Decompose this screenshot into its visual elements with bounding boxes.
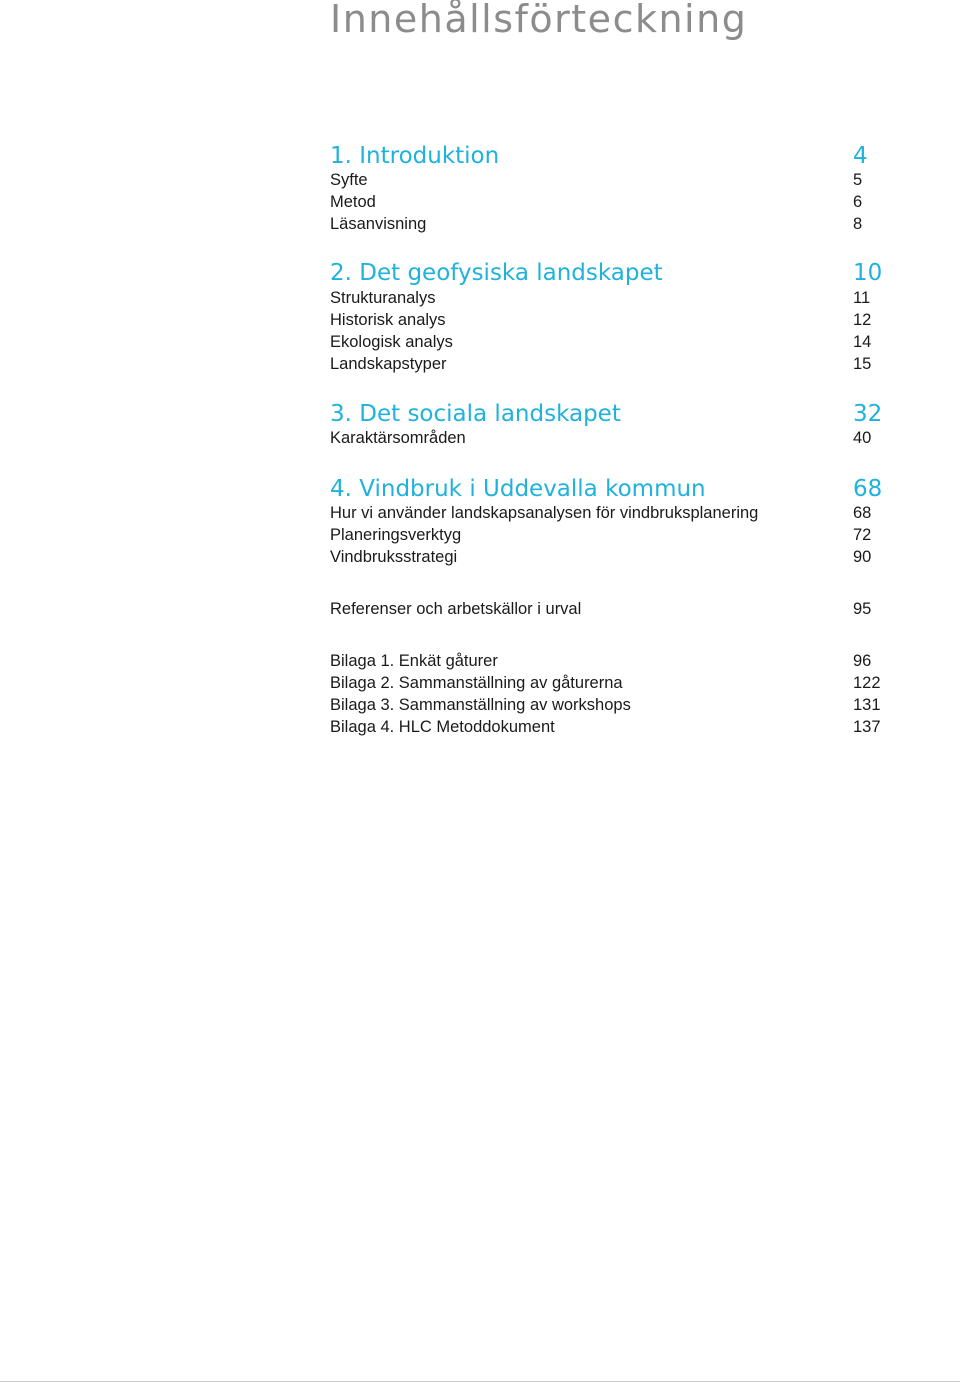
toc-entry-label: Ekologisk analys: [330, 333, 453, 351]
toc-entry[interactable]: [330, 309, 890, 333]
toc-page-number: 68: [853, 476, 883, 502]
toc-page-number: 96: [853, 652, 872, 670]
toc-entry-appendix[interactable]: [330, 650, 890, 674]
toc-page-number: 11: [853, 289, 871, 307]
toc-entry-label: Bilaga 3. Sammanställning av workshops: [330, 696, 631, 714]
toc-page-number: 68: [853, 504, 872, 522]
toc-entry-references[interactable]: [330, 598, 890, 622]
toc-entry-appendix[interactable]: [330, 694, 890, 718]
toc-page-number: 137: [853, 718, 881, 736]
toc-entry[interactable]: [330, 287, 890, 311]
toc-page-number: 122: [853, 674, 881, 692]
toc-entry-label: Bilaga 1. Enkät gåturer: [330, 652, 498, 670]
toc-page-number: 5: [853, 171, 863, 189]
toc-heading-label: 1. Introduktion: [330, 143, 500, 169]
toc-entry-label: Historisk analys: [330, 311, 446, 329]
toc-heading-vindbruk[interactable]: [330, 474, 890, 502]
toc-entry-label: Hur vi använder landskapsanalysen för vindbruksplanering: [330, 504, 759, 522]
toc-heading-introduktion[interactable]: [330, 141, 890, 169]
toc-entry[interactable]: [330, 524, 890, 548]
toc-heading-geofysiska[interactable]: [330, 258, 890, 286]
toc-entry-label: Syfte: [330, 171, 368, 189]
toc-page-number: 10: [853, 260, 883, 286]
toc-entry[interactable]: [330, 546, 890, 570]
toc-page-number: 15: [853, 355, 872, 373]
toc-entry[interactable]: [330, 191, 890, 215]
toc-entry-label: Metod: [330, 193, 376, 211]
toc-entry-label: Karaktärsområden: [330, 429, 466, 447]
toc-entry[interactable]: [330, 427, 890, 451]
toc-page-number: 8: [853, 215, 863, 233]
page-bottom-divider: [0, 1381, 960, 1382]
page-title: Innehållsförteckning: [330, 0, 748, 41]
toc-page-number: 131: [853, 696, 881, 714]
toc-page-number: 12: [853, 311, 872, 329]
toc-entry-appendix[interactable]: [330, 672, 890, 696]
toc-entry-label: Planeringsverktyg: [330, 526, 462, 544]
toc-page-number: 72: [853, 526, 872, 544]
toc-entry[interactable]: [330, 169, 890, 193]
toc-page-number: 14: [853, 333, 872, 351]
toc-page-number: 32: [853, 401, 883, 427]
toc-entry-label: Vindbruksstrategi: [330, 548, 458, 566]
toc-page-number: 4: [853, 143, 868, 169]
toc-page-number: 90: [853, 548, 872, 566]
toc-entry[interactable]: [330, 353, 890, 377]
toc-entry-label: Landskapstyper: [330, 355, 447, 373]
toc-heading-label: 3. Det sociala landskapet: [330, 401, 621, 427]
toc-entry[interactable]: [330, 502, 890, 526]
toc-heading-label: 4. Vindbruk i Uddevalla kommun: [330, 476, 706, 502]
toc-heading-label: 2. Det geofysiska landskapet: [330, 260, 663, 286]
toc-heading-sociala[interactable]: [330, 399, 890, 427]
toc-entry[interactable]: [330, 213, 890, 237]
toc-entry-appendix[interactable]: [330, 716, 890, 740]
toc-entry-label: Bilaga 4. HLC Metoddokument: [330, 718, 555, 736]
toc-entry[interactable]: [330, 331, 890, 355]
toc-page-number: 6: [853, 193, 863, 211]
toc-page-number: 40: [853, 429, 872, 447]
toc-entry-label: Referenser och arbetskällor i urval: [330, 600, 582, 618]
toc-entry-label: Strukturanalys: [330, 289, 436, 307]
toc-entry-label: Bilaga 2. Sammanställning av gåturerna: [330, 674, 623, 692]
toc-page-number: 95: [853, 600, 872, 618]
toc-entry-label: Läsanvisning: [330, 215, 427, 233]
